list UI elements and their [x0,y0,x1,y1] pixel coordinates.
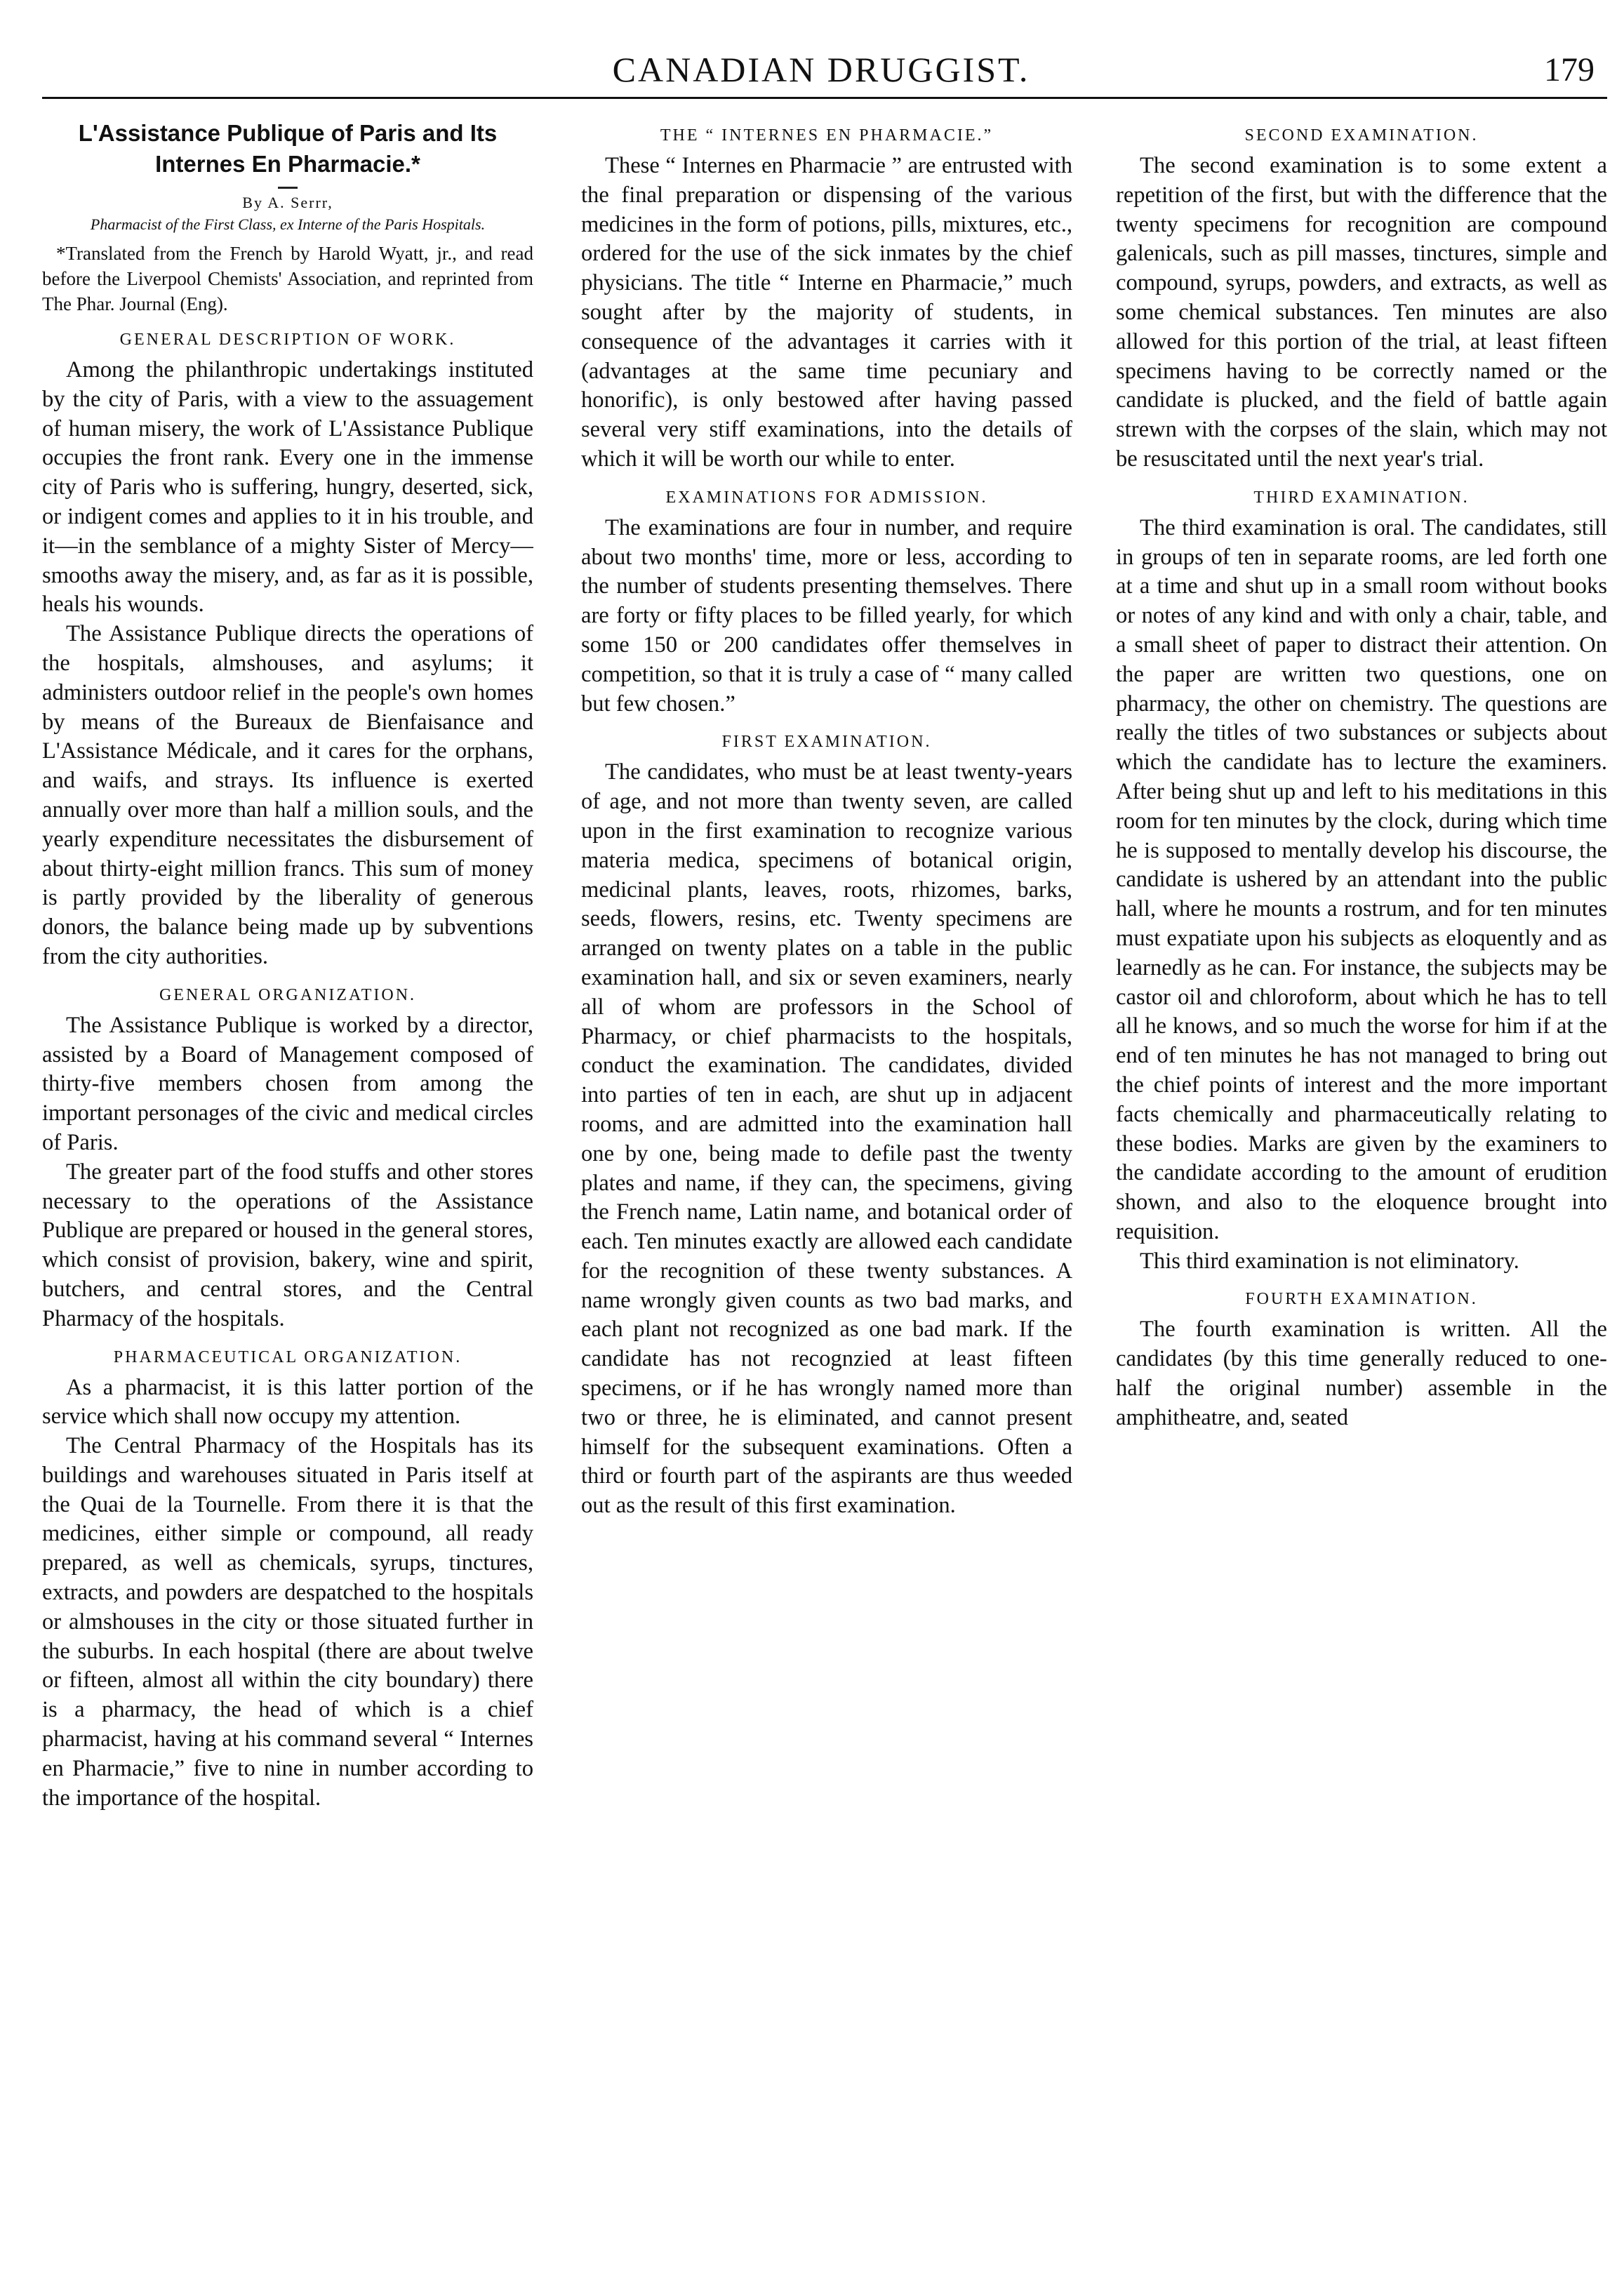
title-divider [278,187,298,189]
paragraph: The greater part of the food stuffs and other stores necessary to the operations of the Assistance Publique are prepared or housed in the general stores, which consist of provision, bakery, wine and spirit, butchers, and central stores, and the Central Pharmacy of the hospitals. [42,1159,533,1331]
paragraph: These “ Internes en Pharmacie ” are entrusted with the final preparation or dispensing of the various medicines in the form of potions, pills, mixtures, etc., ordered for the use of the sick inmates by the chief physicians. The title “ Interne en Pharmacie,” much sought after by the majority of students, in consequence of the advantages it carries with it (advantages at the same time pecuniary and honorific), is only bestowed after having passed several very stiff examinations, into the details of which it will be worth our while to enter. [581,153,1072,472]
paragraph: The Assistance Publique is worked by a director, assisted by a Board of Management composed of thirty-five members chosen from among the important personages of the civic and medical circles of Paris. [42,1012,533,1155]
paragraph: The second examination is to some extent a repetition of the first, but with the difference that the twenty specimens for recognition are compound galenicals, such as pill masses, tinctures, simple and compound, syrups, powders, and extracts, as well as some chemical substances. Ten minutes are also allowed for this portion of the trial, at least fifteen specimens having to be correctly named or the candidate is plucked, and the field of battle again strewn with the corpses of the slain, which may not be resuscitated until the next year's trial. [1116,153,1607,472]
article-byline: By A. Serrr, [242,194,333,211]
author-affiliation: Pharmacist of the First Class, ex Interne of the Paris Hospitals. [90,215,486,233]
paragraph: The Central Pharmacy of the Hospitals has its buildings and warehouses situated in Paris itself at the Quai de la Tournelle. From there it is that the medicines, either simple or compound, all ready prepared, as well as chemicals, syrups, tinctures, extracts, and powders are despatched to the hospitals or almshouses in the city or those situated further in the suburbs. In each hospital (there are about twelve or fifteen, almost all within the city boundary) there is a pharmacy, the head of which is a chief pharmacist, having at his command several “ Internes en Pharmacie,” five to nine in number according to the importance of the hospital. [42,1433,533,1811]
section-heading-general-description: GENERAL DESCRIPTION OF WORK. [119,331,456,349]
section-heading-third-examination: THIRD EXAMINATION. [1253,488,1470,507]
paragraph: The Assistance Publique directs the operations of the hospitals, almshouses, and asylums; it administers outdoor relief in the people's own homes by means of the Bureaux de Bienfaisance and L'Assistance Médicale, and it cares for the orphans, and waifs, and strays. Its influence is exerted annually over more than half a million souls, and the yearly expenditure necessitates the disbursement of about thirty-eight million francs. This sum of money is partly provided by the liberality of generous donors, the balance being made up by subventions from the city authorities. [42,621,533,969]
section-heading-internes: THE “ INTERNES EN PHARMACIE.” [660,126,994,145]
section-heading-examinations-admission: EXAMINATIONS FOR ADMISSION. [665,488,988,507]
paragraph: This third examination is not eliminatory. [1140,1248,1519,1274]
page-number: 179 [1544,51,1595,88]
section-heading-second-examination: SECOND EXAMINATION. [1244,126,1479,145]
section-heading-fourth-examination: FOURTH EXAMINATION. [1245,1290,1478,1309]
section-heading-pharmaceutical-organization: PHARMACEUTICAL ORGANIZATION. [113,1347,462,1366]
header-title: CANADIAN DRUGGIST. [612,50,1030,89]
column-3 [1116,112,1607,2260]
column-2 [581,112,1072,2260]
paragraph: Among the philanthropic undertakings instituted by the city of Paris, with a view to the assuagement of human misery, the work of L'Assistance Publique occupies the front rank. Every one in the immense city of Paris who is suffering, hungry, deserted, sick, or indigent comes and applies to it in his trouble, and it—in the semblance of a mighty Sister of Mercy—smooths away the misery, and, as far as it is possible, heals his wounds. [42,357,533,618]
article-title: L'Assistance Publique of Paris and Its Internes En Pharmacie.* [78,120,498,177]
section-heading-first-examination: FIRST EXAMINATION. [721,733,932,752]
column-1 [42,112,533,2260]
paragraph: The fourth examination is written. All the candidates (by this time generally reduced to one-half the original number) assemble in the amphitheatre, and, seated [1116,1317,1607,1430]
paragraph: As a pharmacist, it is this latter portion of the service which shall now occupy my attention. [42,1374,533,1430]
section-heading-general-organization: GENERAL ORGANIZATION. [159,985,417,1004]
header-rule [42,97,1607,99]
page-header [42,46,1600,95]
paragraph: The third examination is oral. The candidates, still in groups of ten in separate rooms, are led forth one at a time and shut up in a small room without books or notes of any kind and with only a chair, table, and a small sheet of paper to distract their attention. On the paper are written two questions, one on pharmacy, the other on chemistry. The questions are really the titles of two substances or subjects about which the candidate has to lecture the examiners. After being shut up and left to his meditations in this room for ten minutes by the clock, during which time he is supposed to mentally develop his discourse, the candidate is ushered by an attendant into the public hall, where he mounts a rostrum, and for ten minutes must expatiate upon his subjects as eloquently and as learnedly as he can. For instance, the subjects may be castor oil and chloroform, about which he has to tell all he knows, and so much the worse for him if at the end of ten minutes he has not managed to bring out the chief points of interest and the more important facts chemically and pharmaceutically relating to these bodies. Marks are given by the examiners to the candidate according to the amount of erudition shown, and also to the eloquence brought into requisition. [1116,514,1607,1244]
paragraph: The candidates, who must be at least twenty-years of age, and not more than twenty seven, are called upon in the first examination to recognize various materia medica, specimens of botanical origin, medicinal plants, leaves, roots, rhizomes, barks, seeds, flowers, resins, etc. Twenty specimens are arranged on twenty plates on a table in the public examination hall, and six or seven examiners, nearly all of whom are professors in the School of Pharmacy, or chief pharmacists to the hospitals, conduct the examination. The candidates, divided into parties of ten in each, are shut up in adjacent rooms, and are admitted into the examination hall one by one, being made to defile past the twenty plates and name, if they can, the specimens, giving the French name, Latin name, and botanical order of each. Ten minutes exactly are allowed each candidate for the recognition of these twenty substances. A name wrongly given counts as two bad marks, and each plant not recognized as one bad mark. If the candidate has not recognzied at least fifteen specimens, or if he has wrongly named more than two or three, he is eliminated, and cannot present himself for the subsequent examinations. Often a third or fourth part of the aspirants are thus weeded out as the result of this first examination. [581,759,1072,1519]
translator-note: *Translated from the French by Harold Wyatt, jr., and read before the Liverpool Chemists' Association, and reprinted from The Phar. Journal (Eng). [42,243,533,314]
paragraph: The examinations are four in number, and require about two months' time, more or less, according to the number of students presenting themselves. There are forty or fifty places to be filled yearly, for which some 150 or 200 candidates offer themselves in competition, so that it is truly a case of “ many called but few chosen.” [581,514,1072,717]
